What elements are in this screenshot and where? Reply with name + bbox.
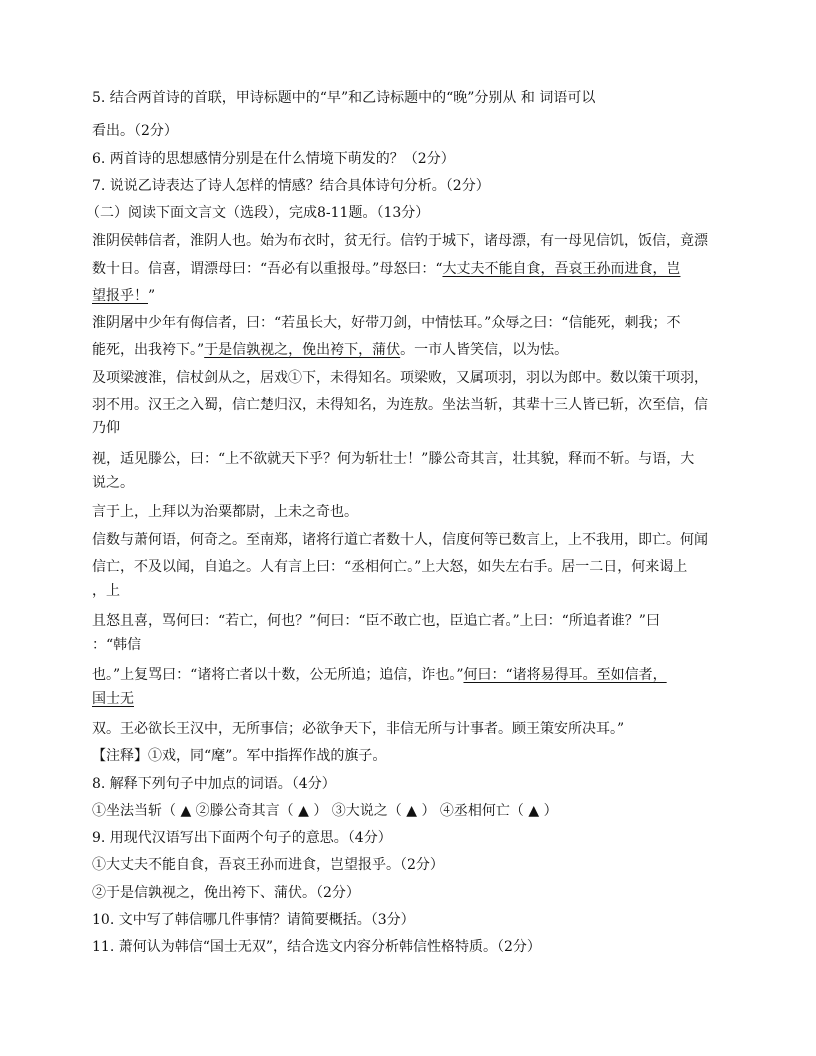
passage-line: ：“韩信 — [92, 637, 142, 653]
question-9: 9. 用现代汉语写出下面两个句子的意思。（4分） — [92, 830, 392, 846]
passage-line: 信亡，不及以闻，自追之。人有言上曰：“丞相何亡。”上大怒，如失左右手。居一二日，何来谒上 — [92, 559, 688, 575]
passage-line: 乃仰 — [92, 420, 120, 436]
question-5-line-1: 5. 结合两首诗的首联，甲诗标题中的“早”和乙诗标题中的“晚”分别从 和 词语可以 — [92, 90, 596, 106]
passage-line: 望报乎！” — [92, 288, 156, 304]
question-11: 11. 萧何认为韩信“国士无双”，结合选文内容分析韩信性格特质。（2分） — [92, 939, 541, 955]
question-10: 10. 文中写了韩信哪几件事情？请简要概括。（3分） — [92, 912, 415, 928]
passage-line: 数十日。信喜，谓漂母曰：“吾必有以重报母。”母怒曰：“大丈夫不能自食，吾哀王孙而进食，岂 — [92, 261, 681, 277]
passage-line: 说之。 — [92, 475, 134, 491]
question-9-item-1: ①大丈夫不能自食，吾哀王孙而进食，岂望报乎。（2分） — [92, 857, 444, 873]
underlined-sentence: 何曰：“诸将易得耳。至如信者， — [463, 667, 667, 683]
passage-line: 且怒且喜，骂何曰：“若亡，何也？”何曰：“臣不敢亡也，臣追亡者。”上曰：“所追者谁？”曰 — [92, 613, 660, 629]
underlined-sentence: 大丈夫不能自食，吾哀王孙而进食，岂 — [442, 261, 681, 277]
question-8-items: ①坐法当斩（ ▲ ②滕公奇其言（ ▲ ） ③大说之（ ▲ ） ④丞相何亡（ ▲ ） — [92, 803, 558, 819]
passage-line: 也。”上复骂曰：“诸将亡者以十数，公无所追；追信，诈也。”何曰：“诸将易得耳。至如信者， — [92, 667, 667, 683]
question-7: 7. 说说乙诗表达了诗人怎样的情感？结合具体诗句分析。（2分） — [92, 178, 490, 194]
passage-line: 及项梁渡淮，信杖剑从之，居戏①下，未得知名。项梁败，又属项羽，羽以为郎中。数以策干项羽， — [92, 370, 708, 386]
passage-line: 言于上，上拜以为治粟都尉，上未之奇也。 — [92, 504, 358, 520]
annotation-note: 【注释】①戏，同“麾”。军中指挥作战的旗子。 — [92, 748, 387, 764]
passage-line — [92, 689, 134, 709]
question-6: 6. 两首诗的思想感情分别是在什么情境下萌发的？（2分） — [92, 151, 455, 167]
question-5-line-2: 看出。（2分） — [92, 123, 178, 139]
section-2-heading: （二）阅读下面文言文（选段），完成8-11题。（13分） — [86, 205, 430, 221]
passage-line: 双。王必欲长王汉中，无所事信；必欲争天下，非信无所与计事者。顾王策安所决耳。” — [92, 721, 625, 737]
question-9-item-2: ②于是信孰视之，俛出袴下、蒲伏。（2分） — [92, 885, 360, 901]
passage-line: 淮阴屠中少年有侮信者，曰：“若虽长大，好带刀剑，中情怯耳。”众辱之曰：“信能死，刺我；不 — [92, 315, 681, 331]
passage-line: 能死，出我袴下。”于是信孰视之，俛出袴下，蒲伏。一市人皆笑信，以为怯。 — [92, 342, 569, 358]
passage-line: 羽不用。汉王之入蜀，信亡楚归汉，未得知名，为连敖。坐法当斩，其辈十三人皆已斩，次至信，信 — [92, 397, 708, 413]
passage-line: 视，适见滕公，曰：“上不欲就天下乎？何为斩壮士！”滕公奇其言，壮其貌，释而不斩。与语，大 — [92, 451, 695, 467]
question-8: 8. 解释下列句子中加点的词语。（4分） — [92, 776, 336, 792]
passage-line: 淮阴侯韩信者，淮阴人也。始为布衣时，贫无行。信钓于城下，诸母漂，有一母见信饥，饭信，竟漂 — [92, 233, 708, 249]
passage-line: 信数与萧何语，何奇之。至南郑，诸将行道亡者数十人，信度何等已数言上，上不我用，即亡。何闻 — [92, 532, 708, 548]
underlined-sentence: 国士无 — [92, 691, 134, 707]
underlined-sentence: 于是信孰视之，俛出袴下，蒲伏 — [204, 342, 401, 358]
passage-line: ，上 — [92, 583, 120, 599]
underlined-sentence: 望报乎！ — [92, 288, 148, 304]
